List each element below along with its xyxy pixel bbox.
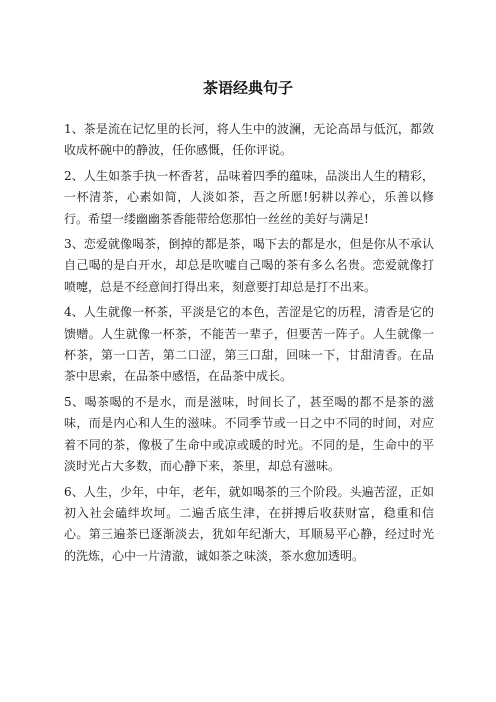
paragraph-5: 5、喝茶喝的不是水，而是滋味，时间长了，甚至喝的都不是茶的滋味，而是内心和人生的滋味。不同季节或一日之中不同的时间，对应着不同的茶，像极了生命中或凉或暖的时光。不同的是，生命中的平淡时光占大多数，而心静下来，茶里，却总有滋味。 <box>64 394 434 474</box>
document-body <box>64 119 434 571</box>
paragraph-3: 3、恋爱就像喝茶，倒掉的都是茶，喝下去的都是水，但是你从不承认自己喝的是白开水，却总是吹嘘自己喝的茶有多么名贵。恋爱就像打喷嚏，总是不经意间打得出来，刻意要打却总是打不出来。 <box>64 237 434 294</box>
paragraph-1: 1、茶是流在记忆里的长河，将人生中的波澜，无论高昂与低沉，都敛收成杯碗中的静波，任你感慨，任你评说。 <box>64 122 434 158</box>
paragraph-4: 4、人生就像一杯茶，平淡是它的本色，苦涩是它的历程，清香是它的馈赠。人生就像一杯茶，不能苦一辈子，但要苦一阵子。人生就像一杯茶，第一口苦，第二口涩，第三口甜，回味一下，甘甜清香。在品茶中思索，在品茶中感悟，在品茶中成长。 <box>64 305 434 384</box>
paragraph-6: 6、人生，少年，中年，老年，就如喝茶的三个阶段。头遍苦涩，正如初入社会磕绊坎坷。二遍舌底生津，在拼搏后收获财富，稳重和信心。第三遍茶已逐渐淡去，犹如年纪渐大，耳顺易平心静，经过时光的洗炼，心中一片清澈，诚如茶之味淡，茶水愈加透明。 <box>64 484 434 563</box>
paragraph-2: 2、人生如茶手执一杯香茗，品味着四季的蕴味，品淡出人生的精彩，一杯清茶，心素如简，人淡如茶，吾之所愿!躬耕以养心，乐善以修行。希望一缕幽幽茶香能带给您那怕一丝丝的美好与满足! <box>64 168 434 226</box>
document-title: 茶语经典句子 <box>202 79 293 97</box>
